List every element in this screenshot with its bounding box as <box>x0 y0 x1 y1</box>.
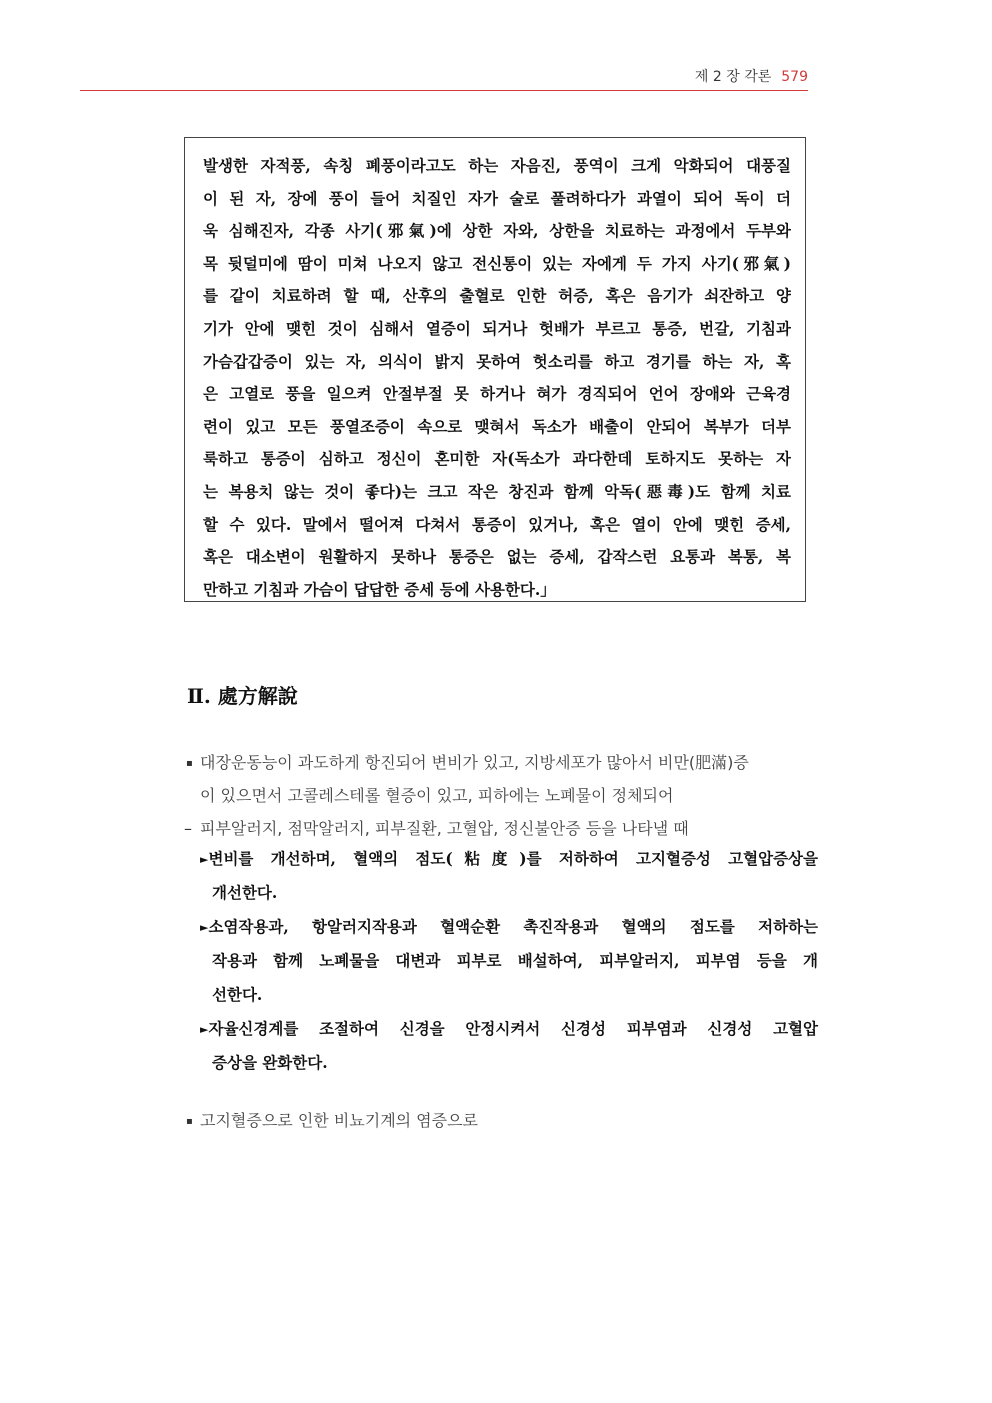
arrow-right-icon: ► <box>200 853 209 866</box>
bullet-block-1 <box>186 746 749 845</box>
section-title: Ⅱ. 處方解說 <box>187 684 298 708</box>
quote-line: 목 뒷덜미에 땀이 미쳐 나오지 않고 전신통이 있는 자에게 두 가지 사기(邪氣) <box>203 253 791 273</box>
header-text <box>695 66 808 86</box>
quote-line: 발생한 자적풍, 속칭 폐풍이라고도 하는 자음진, 풍역이 크게 악화되어 대풍질 <box>203 156 791 175</box>
bullet-line <box>186 1104 478 1137</box>
quote-line: 혹은 대소변이 원활하지 못하나 통증은 없는 증세, 갑작스런 요통과 복통, 복 <box>203 547 791 567</box>
arrow-text: 자율신경계를 조절하여 신경을 안정시켜서 신경성 피부염과 신경성 고혈압 <box>208 1019 818 1038</box>
dash-mark-icon: – <box>184 819 192 838</box>
arrow-text: 변비를 개선하며, 혈액의 점도(粘度)를 저하하여 고지혈증성 고혈압증상을 <box>208 849 818 868</box>
quote-box <box>184 137 806 602</box>
quote-line: 이 된 자, 장에 풍이 들어 치질인 자가 술로 풀려하다가 과열이 되어 독이 더 <box>203 188 791 208</box>
bullet-block-2 <box>186 1104 478 1137</box>
quote-line: 만하고 기침과 가슴이 답답한 증세 등에 사용한다.」 <box>203 579 556 599</box>
quote-line: 가슴갑갑증이 있는 자, 의식이 밝지 못하여 헛소리를 하고 경기를 하는 자, 혹 <box>203 351 791 371</box>
bullet-text: 이 있으면서 고콜레스테롤 혈증이 있고, 피하에는 노폐물이 정체되어 <box>200 786 674 805</box>
quote-line: 은 고열로 풍을 일으켜 안절부절 못 하거나 혀가 경직되어 언어 장애와 근육경 <box>203 384 791 404</box>
arrow-item-line: 선한다. <box>212 985 263 1004</box>
bullet-mark-icon: ▪ <box>186 758 193 769</box>
arrow-item-line: 작용과 함께 노폐물을 대변과 피부로 배설하여, 피부알러지, 피부염 등을 개 <box>212 951 818 970</box>
quote-line: 룩하고 통증이 심하고 정신이 혼미한 자(독소가 과다한데 토하지도 못하는 자 <box>203 449 791 469</box>
dash-text: 피부알러지, 점막알러지, 피부질환, 고혈압, 정신불안증 등을 나타낼 때 <box>200 819 689 838</box>
quote-line: 기가 안에 맺힌 것이 심해서 열증이 되거나 헛배가 부르고 통증, 번갈, 기침과 <box>203 318 791 338</box>
chapter-label: 제 2 장 각론 <box>694 69 772 85</box>
quote-line: 할 수 있다. 말에서 떨어져 다쳐서 통증이 있거나, 혹은 열이 안에 맺힌 증세, <box>203 514 791 534</box>
arrow-list <box>200 842 818 1080</box>
quote-line: 련이 있고 모든 풍열조증이 속으로 맺혀서 독소가 배출이 안되어 복부가 더부 <box>203 416 791 436</box>
arrow-item-line <box>200 842 818 876</box>
arrow-item-line: 증상을 완화한다. <box>212 1053 328 1072</box>
arrow-right-icon: ► <box>200 1023 209 1036</box>
page-header <box>80 62 808 91</box>
arrow-item-line <box>200 1012 818 1046</box>
bullet-text: 고지혈증으로 인한 비뇨기계의 염증으로 <box>200 1111 479 1130</box>
arrow-item-line: 개선한다. <box>212 883 278 902</box>
quote-line: 는 복용치 않는 것이 좋다)는 크고 작은 창진과 함께 악독(惡毒)도 함께 치료 <box>203 481 791 501</box>
page-number: 579 <box>781 69 808 85</box>
dash-line <box>184 812 749 845</box>
arrow-item-line <box>200 910 818 944</box>
bullet-mark-icon: ▪ <box>186 1116 193 1127</box>
arrow-right-icon: ► <box>200 921 209 934</box>
bullet-line <box>186 779 749 812</box>
arrow-text: 소염작용과, 항알러지작용과 혈액순환 촉진작용과 혈액의 점도를 저하하는 <box>208 917 818 936</box>
bullet-line <box>186 746 749 779</box>
quote-line: 욱 심해진자, 각종 사기(邪氣)에 상한 자와, 상한을 치료하는 과정에서 두부와 <box>203 221 791 241</box>
quote-line: 를 같이 치료하려 할 때, 산후의 출혈로 인한 허증, 혹은 음기가 쇠잔하고 양 <box>203 286 791 306</box>
bullet-text: 대장운동능이 과도하게 항진되어 변비가 있고, 지방세포가 많아서 비만(肥滿)증 <box>200 753 749 772</box>
